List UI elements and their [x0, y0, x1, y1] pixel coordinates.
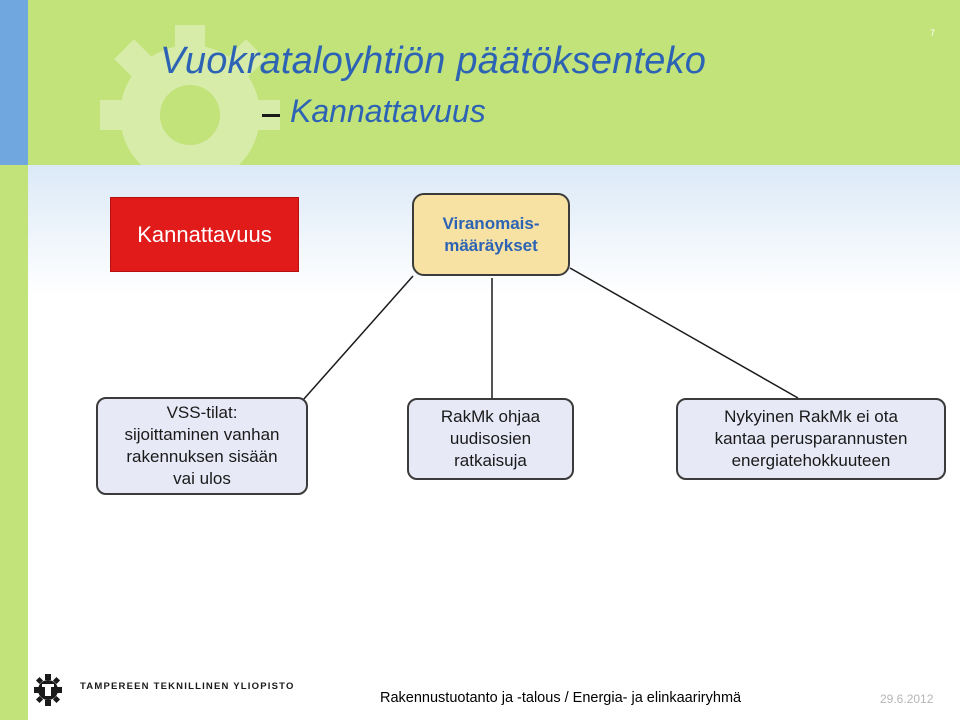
slide-title: Vuokrataloyhtiön päätöksenteko [160, 40, 707, 82]
kannattavuus-label: Kannattavuus [137, 221, 272, 247]
rakmk-label: RakMk ohjaa uudisosien ratkaisuja [440, 407, 541, 470]
university-name: TAMPEREEN TEKNILLINEN YLIOPISTO [80, 681, 295, 692]
slide-subtitle: Kannattavuus [290, 93, 486, 129]
vss-tilat-label: VSS-tilat: sijoittaminen vanhan rakennuksen sisään vai ulos [124, 403, 280, 488]
connector-viranomais-vss [303, 276, 413, 400]
nykyinen-rakmk-label: Nykyinen RakMk ei ota kantaa perusparannusten energiatehokkuuteen [714, 407, 908, 470]
nykyinen-rakmk-box [676, 398, 946, 480]
viranomaismaaraykset-box [412, 193, 570, 276]
footer-department: Rakennustuotanto ja -talous / Energia- ja elinkaariryhmä [380, 690, 742, 706]
vss-tilat-box [96, 397, 308, 495]
viranomaismaaraykset-label: Viranomais- määräykset [442, 213, 540, 255]
footer-date: 29.6.2012 [880, 692, 934, 706]
kannattavuus-box [110, 197, 299, 272]
tut-logo-icon [33, 672, 63, 708]
connector-viranomais-nykyinen [570, 268, 798, 398]
rakmk-box [407, 398, 574, 480]
slide-number: 7 [930, 28, 936, 38]
